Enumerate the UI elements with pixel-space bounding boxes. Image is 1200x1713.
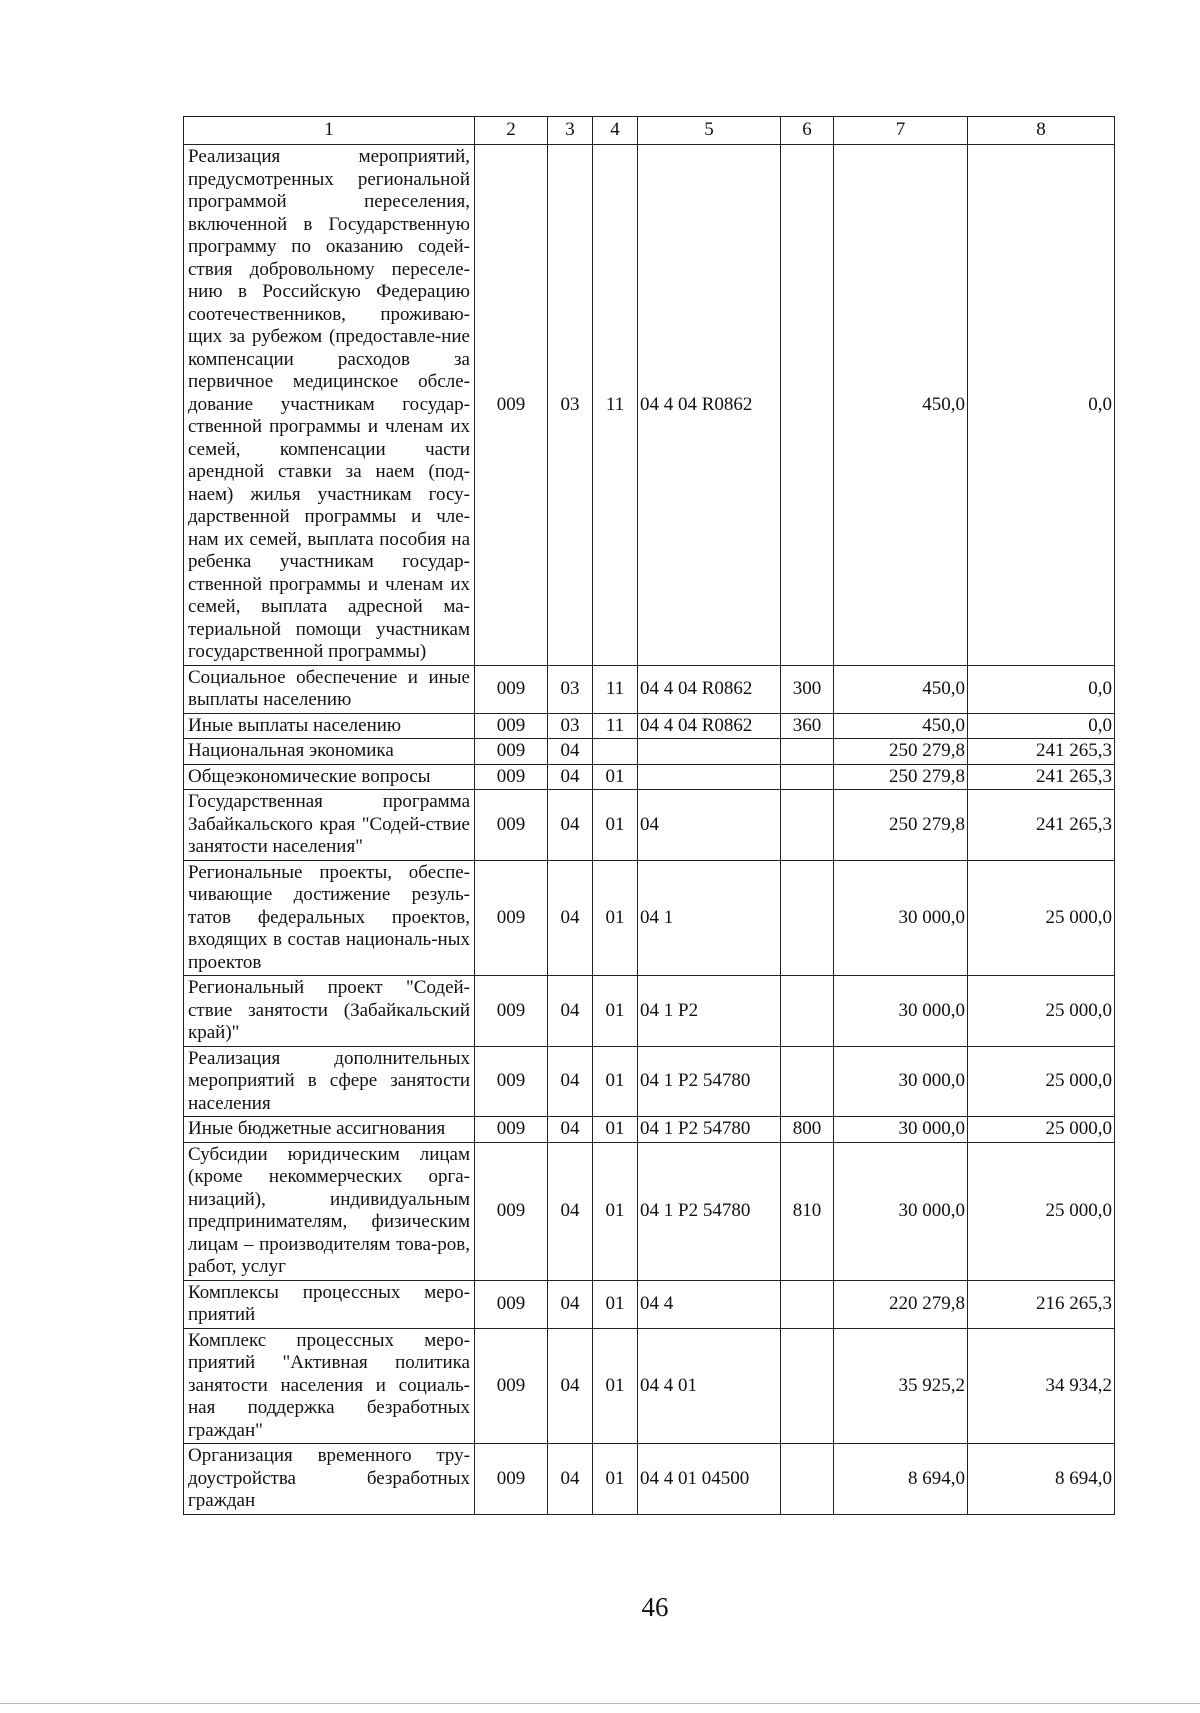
- table-row: [184, 739, 1115, 765]
- cell-col8: 25 000,0: [968, 860, 1115, 976]
- cell-col6: [781, 764, 834, 790]
- column-header: 7: [834, 117, 968, 145]
- cell-col5: [638, 739, 781, 765]
- cell-col7: 450,0: [834, 713, 968, 739]
- cell-col8: 241 265,3: [968, 790, 1115, 861]
- table-row: [184, 1046, 1115, 1117]
- cell-col6: [781, 1280, 834, 1328]
- cell-col4: 01: [593, 790, 638, 861]
- cell-col6: 360: [781, 713, 834, 739]
- cell-col5: 04 1 P2 54780: [638, 1046, 781, 1117]
- cell-col7: 30 000,0: [834, 1142, 968, 1280]
- table-row: [184, 976, 1115, 1047]
- cell-col5: 04 1 P2 54780: [638, 1142, 781, 1280]
- cell-col3: 04: [548, 1444, 593, 1515]
- column-header: 4: [593, 117, 638, 145]
- cell-col5: 04 4 04 R0862: [638, 145, 781, 666]
- cell-col6: [781, 790, 834, 861]
- cell-name: Комплекс процессных меро-приятий "Активная политика занятости населения и социаль-ная поддержка безработных граждан": [184, 1328, 475, 1444]
- cell-col5: 04: [638, 790, 781, 861]
- cell-col8: 0,0: [968, 665, 1115, 713]
- cell-col4: 01: [593, 1117, 638, 1143]
- cell-col8: 34 934,2: [968, 1328, 1115, 1444]
- cell-col6: [781, 1328, 834, 1444]
- cell-name: Реализация дополнительных мероприятий в сфере занятости населения: [184, 1046, 475, 1117]
- cell-col4: [593, 739, 638, 765]
- cell-col3: 03: [548, 665, 593, 713]
- cell-col2: 009: [475, 1444, 548, 1515]
- cell-col4: 01: [593, 1280, 638, 1328]
- table-row: [184, 1444, 1115, 1515]
- cell-col8: 25 000,0: [968, 1142, 1115, 1280]
- cell-name: Региональный проект "Содей-ствие занятости (Забайкальский край)": [184, 976, 475, 1047]
- cell-col3: 04: [548, 1117, 593, 1143]
- header-row: [184, 117, 1115, 145]
- cell-col3: 03: [548, 145, 593, 666]
- cell-col7: 250 279,8: [834, 790, 968, 861]
- cell-col4: 01: [593, 1046, 638, 1117]
- cell-col5: 04 4 01: [638, 1328, 781, 1444]
- cell-name: Иные выплаты населению: [184, 713, 475, 739]
- cell-col2: 009: [475, 665, 548, 713]
- column-header: 1: [184, 117, 475, 145]
- cell-col7: 450,0: [834, 665, 968, 713]
- column-header: 6: [781, 117, 834, 145]
- cell-name: Иные бюджетные ассигнования: [184, 1117, 475, 1143]
- cell-col4: 11: [593, 665, 638, 713]
- cell-col4: 01: [593, 764, 638, 790]
- cell-col8: 25 000,0: [968, 976, 1115, 1047]
- cell-col5: 04 4 04 R0862: [638, 665, 781, 713]
- cell-name: Государственная программа Забайкальского края "Содей-ствие занятости населения": [184, 790, 475, 861]
- cell-name: Региональные проекты, обеспе-чивающие достижение резуль-татов федеральных проектов, входящих в состав националь-ных проектов: [184, 860, 475, 976]
- cell-col4: 01: [593, 860, 638, 976]
- column-header: 3: [548, 117, 593, 145]
- cell-col6: [781, 145, 834, 666]
- cell-col3: 04: [548, 790, 593, 861]
- table-row: [184, 713, 1115, 739]
- cell-col4: 11: [593, 713, 638, 739]
- cell-col7: 250 279,8: [834, 764, 968, 790]
- cell-col7: 450,0: [834, 145, 968, 666]
- column-header: 2: [475, 117, 548, 145]
- cell-col3: 04: [548, 1328, 593, 1444]
- cell-col2: 009: [475, 860, 548, 976]
- cell-col7: 30 000,0: [834, 1117, 968, 1143]
- cell-col7: 30 000,0: [834, 976, 968, 1047]
- cell-col8: 241 265,3: [968, 764, 1115, 790]
- cell-col5: 04 1 P2: [638, 976, 781, 1047]
- cell-col7: 30 000,0: [834, 860, 968, 976]
- table-row: [184, 764, 1115, 790]
- cell-col3: 04: [548, 1142, 593, 1280]
- cell-col5: 04 4: [638, 1280, 781, 1328]
- cell-col7: 250 279,8: [834, 739, 968, 765]
- cell-col3: 04: [548, 976, 593, 1047]
- page-number: 46: [641, 1592, 669, 1622]
- cell-col4: 11: [593, 145, 638, 666]
- cell-col6: [781, 1046, 834, 1117]
- cell-col3: 04: [548, 764, 593, 790]
- table-row: [184, 1328, 1115, 1444]
- cell-col2: 009: [475, 976, 548, 1047]
- table-row: [184, 145, 1115, 666]
- cell-col4: 01: [593, 1444, 638, 1515]
- table-row: [184, 665, 1115, 713]
- cell-name: Комплексы процессных меро-приятий: [184, 1280, 475, 1328]
- table-row: [184, 1117, 1115, 1143]
- cell-name: Общеэкономические вопросы: [184, 764, 475, 790]
- cell-name: Социальное обеспечение и иные выплаты населению: [184, 665, 475, 713]
- cell-col2: 009: [475, 1117, 548, 1143]
- cell-col7: 30 000,0: [834, 1046, 968, 1117]
- cell-col6: [781, 976, 834, 1047]
- cell-col8: 241 265,3: [968, 739, 1115, 765]
- cell-name: Реализация мероприятий, предусмотренных региональной программой переселения, включенной в Государственную программу по оказанию содей-ствия добровольному переселе-нию в Российскую Федерацию соотечественников, проживаю-щих за рубежом (предоставле-ние компенсации расходов за первичное медицинское обсле-дование участникам государ-ственной программы и членам их семей, компенсации части арендной ставки за наем (под-наем) жилья участникам госу-дарственной программы и чле-нам их семей, выплата пособия на ребенка участникам государ-ственной программы и членам их семей, выплата адресной ма-териальной помощи участникам государственной программы): [184, 145, 475, 666]
- cell-col5: [638, 764, 781, 790]
- cell-col6: 300: [781, 665, 834, 713]
- cell-name: Субсидии юридическим лицам (кроме некоммерческих орга-низаций), индивидуальным предпринимателям, физическим лицам – производителям това-ров, работ, услуг: [184, 1142, 475, 1280]
- column-header: 8: [968, 117, 1115, 145]
- cell-col2: 009: [475, 1280, 548, 1328]
- cell-col8: 0,0: [968, 713, 1115, 739]
- column-header: 5: [638, 117, 781, 145]
- cell-col2: 009: [475, 739, 548, 765]
- cell-col5: 04 1: [638, 860, 781, 976]
- cell-col3: 04: [548, 1046, 593, 1117]
- table-row: [184, 1280, 1115, 1328]
- cell-col3: 04: [548, 1280, 593, 1328]
- cell-col4: 01: [593, 976, 638, 1047]
- cell-col3: 03: [548, 713, 593, 739]
- cell-col4: 01: [593, 1142, 638, 1280]
- table-row: [184, 1142, 1115, 1280]
- cell-col3: 04: [548, 860, 593, 976]
- cell-col6: 810: [781, 1142, 834, 1280]
- cell-col2: 009: [475, 145, 548, 666]
- cell-col7: 8 694,0: [834, 1444, 968, 1515]
- scan-edge-line: [0, 1703, 1200, 1704]
- cell-col5: 04 1 P2 54780: [638, 1117, 781, 1143]
- cell-col8: 25 000,0: [968, 1046, 1115, 1117]
- cell-col2: 009: [475, 1142, 548, 1280]
- table-row: [184, 790, 1115, 861]
- cell-col2: 009: [475, 1046, 548, 1117]
- cell-col6: [781, 1444, 834, 1515]
- cell-col8: 25 000,0: [968, 1117, 1115, 1143]
- budget-table: [183, 116, 1115, 1515]
- cell-col6: 800: [781, 1117, 834, 1143]
- cell-col8: 8 694,0: [968, 1444, 1115, 1515]
- cell-col8: 0,0: [968, 145, 1115, 666]
- cell-name: Организация временного тру-доустройства безработных граждан: [184, 1444, 475, 1515]
- table-row: [184, 860, 1115, 976]
- cell-col2: 009: [475, 790, 548, 861]
- cell-col6: [781, 739, 834, 765]
- cell-col8: 216 265,3: [968, 1280, 1115, 1328]
- cell-col3: 04: [548, 739, 593, 765]
- cell-col7: 35 925,2: [834, 1328, 968, 1444]
- cell-col5: 04 4 01 04500: [638, 1444, 781, 1515]
- cell-col4: 01: [593, 1328, 638, 1444]
- cell-col6: [781, 860, 834, 976]
- cell-col2: 009: [475, 764, 548, 790]
- cell-col5: 04 4 04 R0862: [638, 713, 781, 739]
- cell-col7: 220 279,8: [834, 1280, 968, 1328]
- cell-col2: 009: [475, 1328, 548, 1444]
- cell-name: Национальная экономика: [184, 739, 475, 765]
- cell-col2: 009: [475, 713, 548, 739]
